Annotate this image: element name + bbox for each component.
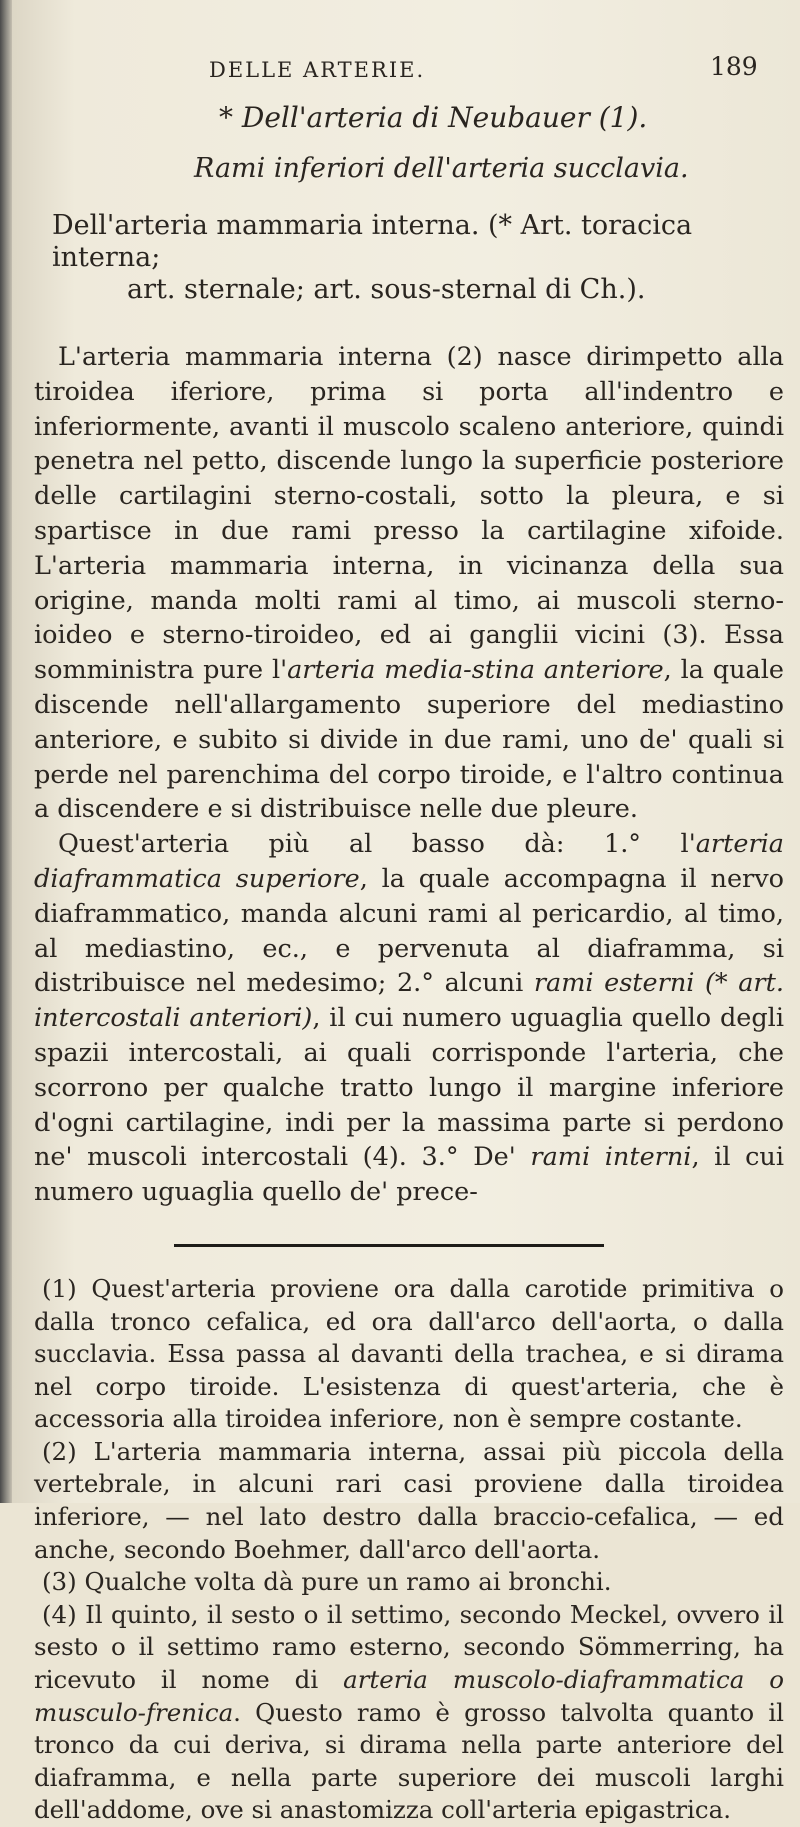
page-number: 189 bbox=[710, 52, 758, 81]
subsection-line-2: art. sternale; art. sous-sternal di Ch.). bbox=[127, 274, 646, 305]
footnote-1: (1) Quest'arteria proviene ora dalla carotide primitiva o dalla tronco cefalica, ed ora dall'arco dell'aorta, o dalla succlavia. Essa passa al davanti della trachea, e si dirama nel corpo tiroide. L'esistenza di quest'arteria, che è accessoria alla tiroidea inferiore, non è sempre costante. bbox=[34, 1273, 784, 1434]
term-rami-esterni: rami esterni (* art. intercostali anteriori) bbox=[34, 968, 784, 1034]
paragraph-1: L'arteria mammaria interna (2) nasce dirimpetto alla tiroidea iferiore, prima si porta all'indentro e inferiormente, avanti il muscolo scaleno anteriore, quindi penetra nel petto, discende lungo la superficie posteriore delle cartilagini sterno-costali, sotto la pleura, e si spartisce in due rami presso la cartilagine xifoide. L'arteria mammaria interna, in vicinanza della sua origine, manda molti rami al timo, ai muscoli sterno-ioideo e sterno-tiroideo, ed ai ganglii vicini (3). Essa somministra pure l'arteria media-stina anteriore, la quale discende nell'allargamento superiore del mediastino anteriore, e subito si divide in due rami, uno de' quali si perde nel parenchima del corpo tiroide, e l'altro continua a discendere e si distribuisce nelle due pleure. bbox=[34, 342, 784, 825]
term-muscolo-diaframmatica: arteria muscolo-diaframmatica o musculo-frenica bbox=[34, 1665, 784, 1727]
subsection-heading bbox=[52, 210, 784, 306]
term-arteria-diaframmatica: arteria diaframmatica superiore bbox=[34, 829, 784, 894]
footnotes bbox=[34, 1273, 784, 1827]
body-text bbox=[34, 340, 784, 1210]
paragraph-2: Quest'arteria più al basso dà: 1.° l'arteria diaframmatica superiore, la quale accompagna il nervo diaframmatico, manda alcuni rami al pericardio, al timo, al mediastino, ec., e pervenuta al diaframma, si distribuisce nel medesimo; 2.° alcuni rami esterni (* art. intercostali anteriori), il cui numero uguaglia quello degli spazii intercostali, ai quali corrisponde l'arteria, che scorrono per qualche tratto lungo il margine inferiore d'ogni cartilagine, indi per la massima parte si perdono ne' muscoli intercostali (4). 3.° De' rami interni, il cui numero uguaglia quello de' prece- bbox=[34, 829, 784, 1208]
term-arteria-mediastina: arteria media-stina anteriore bbox=[287, 655, 664, 686]
running-head bbox=[34, 52, 784, 98]
footnote-3: (3) Qualche volta dà pure un ramo ai bronchi. bbox=[42, 1567, 612, 1597]
term-rami-interni: rami interni bbox=[530, 1142, 692, 1173]
running-title: DELLE ARTERIE. bbox=[209, 58, 426, 82]
footnote-separator bbox=[174, 1244, 604, 1247]
section-title: Rami inferiori dell'arteria succlavia. bbox=[194, 153, 689, 184]
book-page bbox=[12, 0, 800, 1825]
footnote-4: (4) Il quinto, il sesto o il settimo, secondo Meckel, ovvero il sesto o il settimo ramo esterno, secondo Sömmerring, ha ricevuto il nome di arteria muscolo-diaframmatica o musculo-frenica. Questo ramo è grosso talvolta quanto il tronco da cui deriva, si dirama nella parte anteriore del diaframma, e nella parte superiore dei muscoli larghi dell'addome, ove si anastomizza coll'arteria epigastrica. bbox=[34, 1599, 784, 1825]
footnote-2: (2) L'arteria mammaria interna, assai più piccola della vertebrale, in alcuni rari casi proviene dalla tiroidea inferiore, — nel lato destro dalla braccio-cefalica, — ed anche, secondo Boehmer, dall'arco dell'aorta. bbox=[34, 1436, 784, 1564]
subsection-line-1: Dell'arteria mammaria interna. (* Art. toracica interna; bbox=[52, 210, 693, 273]
article-title: * Dell'arteria di Neubauer (1). bbox=[219, 101, 648, 134]
page-content bbox=[34, 52, 784, 1827]
